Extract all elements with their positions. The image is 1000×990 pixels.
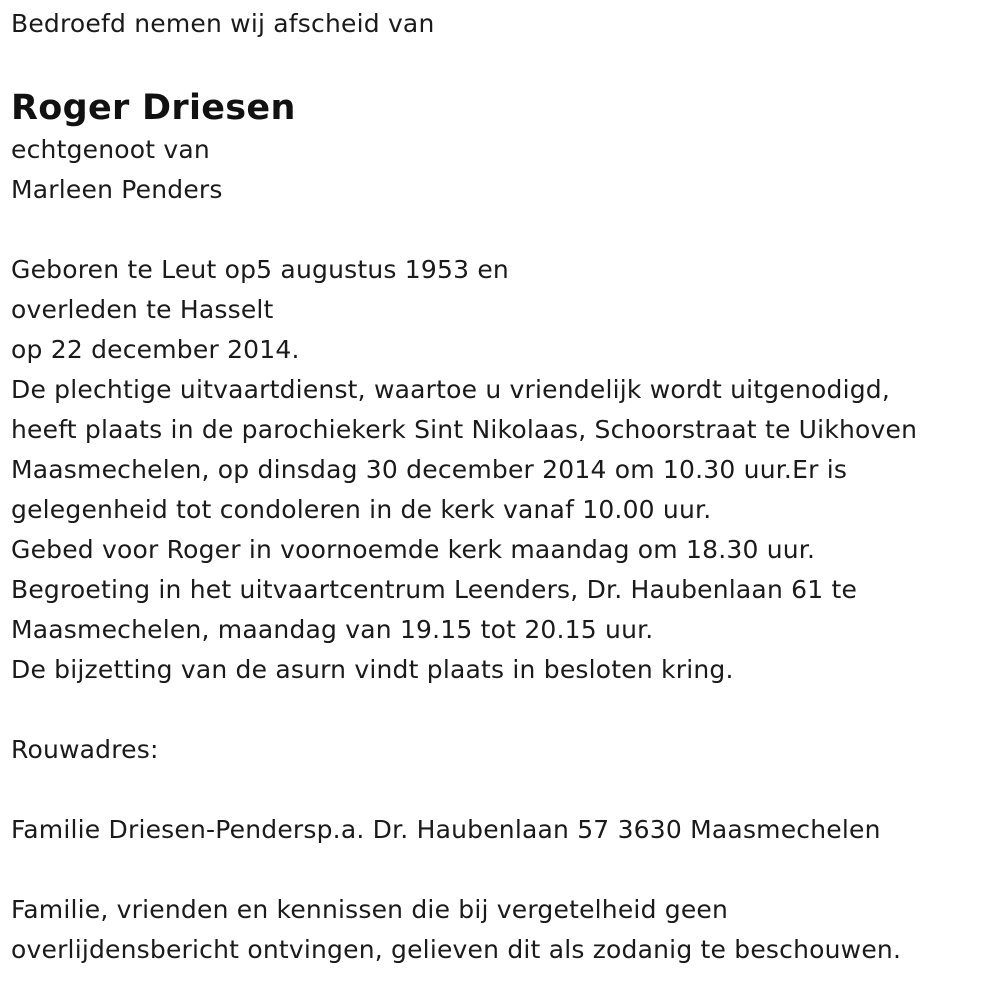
detail-line: Maasmechelen, maandag van 19.15 tot 20.15 uur.	[11, 615, 654, 644]
detail-line: De plechtige uitvaartdienst, waartoe u vriendelijk wordt uitgenodigd,	[11, 375, 890, 404]
detail-line: heeft plaats in de parochiekerk Sint Nikolaas, Schoorstraat te Uikhoven	[11, 415, 918, 444]
intro-text: Bedroefd nemen wij afscheid van	[11, 9, 435, 38]
spacer	[11, 690, 991, 730]
detail-line: gelegenheid tot condoleren in de kerk vanaf 10.00 uur.	[11, 495, 712, 524]
detail-line: Geboren te Leut op5 augustus 1953 en	[11, 255, 509, 284]
closing-line: Familie, vrienden en kennissen die bij vergetelheid geen	[11, 895, 729, 924]
closing-line: overlijdensbericht ontvingen, gelieven dit als zodanig te beschouwen.	[11, 935, 902, 964]
spacer	[11, 770, 991, 810]
relation-text: echtgenoot van	[11, 135, 210, 164]
spacer	[11, 850, 991, 890]
spacer	[11, 210, 991, 250]
address-label: Rouwadres:	[11, 735, 159, 764]
deceased-name: Roger Driesen	[11, 88, 296, 128]
obituary-notice	[11, 4, 991, 970]
detail-line: Gebed voor Roger in voornoemde kerk maandag om 18.30 uur.	[11, 535, 816, 564]
address-value: Familie Driesen-Pendersp.a. Dr. Haubenlaan 57 3630 Maasmechelen	[11, 815, 881, 844]
spouse-name: Marleen Penders	[11, 175, 223, 204]
detail-line: overleden te Hasselt	[11, 295, 274, 324]
detail-line: Maasmechelen, op dinsdag 30 december 2014 om 10.30 uur.Er is	[11, 455, 848, 484]
detail-line: De bijzetting van de asurn vindt plaats in besloten kring.	[11, 655, 734, 684]
detail-line: Begroeting in het uitvaartcentrum Leenders, Dr. Haubenlaan 61 te	[11, 575, 858, 604]
detail-line: op 22 december 2014.	[11, 335, 300, 364]
